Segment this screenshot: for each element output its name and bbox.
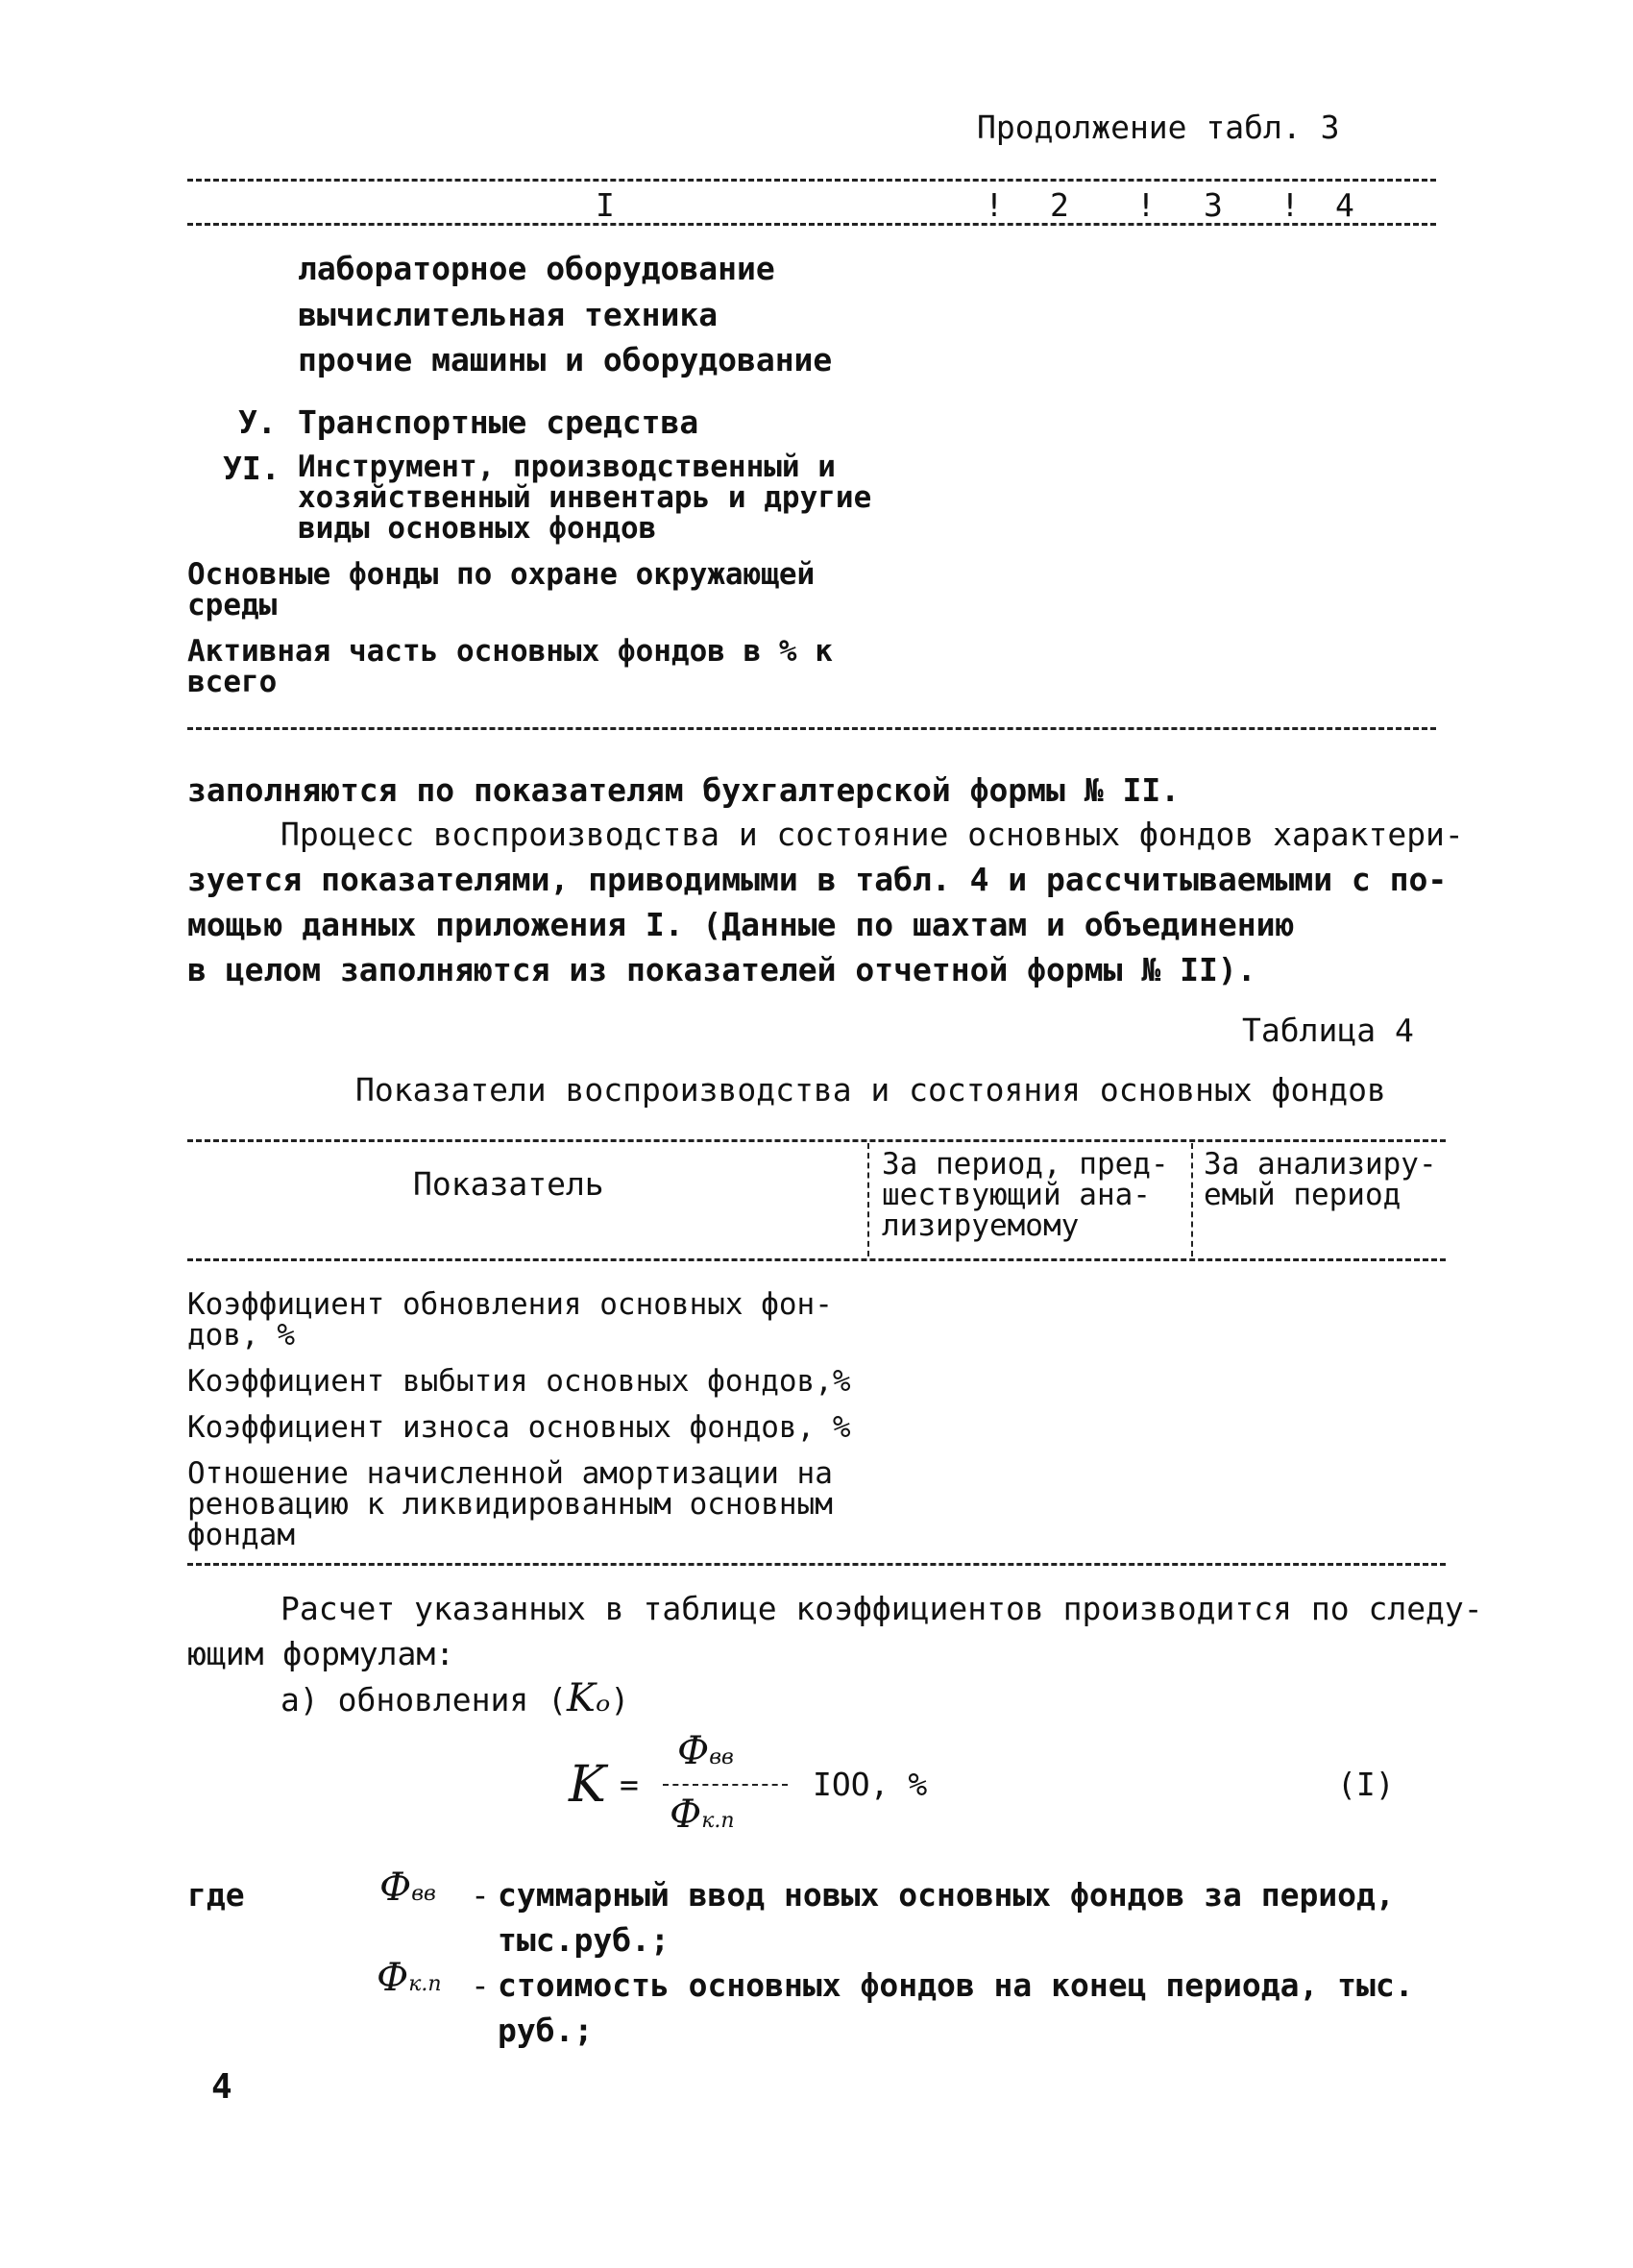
table3-col4-header: 4 bbox=[1335, 186, 1354, 224]
table3-row-label: Транспортные средства bbox=[298, 403, 699, 441]
table4-title: Показатели воспроизводства и состояния основных фондов bbox=[355, 1071, 1386, 1109]
k-symbol: Kₒ bbox=[567, 1676, 611, 1720]
formula-number: (I) bbox=[1337, 1766, 1395, 1803]
table3-col3-header: 3 bbox=[1204, 186, 1223, 224]
table4-bottom-rule bbox=[187, 1563, 1446, 1566]
table4-row-label: Отношение начисленной амортизации на bbox=[187, 1456, 833, 1491]
formula-equals: = bbox=[620, 1766, 639, 1803]
table3-col2-header: 2 bbox=[1050, 186, 1069, 224]
where-symbol: Фк.п bbox=[377, 1956, 442, 2000]
table4-header-current: емый период bbox=[1204, 1178, 1401, 1212]
formula-numerator: Фвв bbox=[677, 1729, 734, 1773]
where-description: тыс.руб.; bbox=[498, 1921, 670, 1959]
table4-header-previous: лизируемому bbox=[882, 1208, 1080, 1243]
table3-row-label: лабораторное оборудование bbox=[298, 250, 775, 287]
table3-row-label: прочие машины и оборудование bbox=[298, 341, 833, 378]
table4-row-label: Коэффициент обновления основных фон- bbox=[187, 1287, 833, 1322]
table3-row-label: Инструмент, производственный и bbox=[298, 450, 836, 484]
table4-header-indicator: Показатель bbox=[413, 1165, 604, 1203]
table3-header-rule bbox=[187, 223, 1436, 226]
paragraph-line: ющим формулам: bbox=[187, 1635, 455, 1672]
formula-intro-end: ) bbox=[610, 1681, 630, 1719]
table3-col-sep: ! bbox=[1136, 186, 1156, 224]
table3-col-sep: ! bbox=[1280, 186, 1300, 224]
table4-row-label: дов, % bbox=[187, 1318, 295, 1353]
page-number: 4 bbox=[211, 2067, 232, 2107]
where-dash: - bbox=[471, 1966, 490, 2004]
table4-header-current: За анализиру- bbox=[1204, 1147, 1437, 1182]
table3-row-number: У. bbox=[238, 403, 277, 441]
table3-row-label: вычислительная техника bbox=[298, 296, 719, 333]
where-label: где bbox=[187, 1876, 245, 1914]
where-description: стоимость основных фондов на конец периода, тыс. bbox=[498, 1966, 1414, 2004]
where-description: суммарный ввод новых основных фондов за период, bbox=[498, 1876, 1395, 1914]
table4-col-divider bbox=[867, 1143, 869, 1256]
table4-header-previous: шествующий ана- bbox=[882, 1178, 1151, 1212]
table4-row-label: Коэффициент выбытия основных фондов,% bbox=[187, 1364, 851, 1399]
formula-denominator: Фк.п bbox=[670, 1792, 735, 1837]
table3-top-rule bbox=[187, 179, 1436, 182]
paragraph-line: Расчет указанных в таблице коэффициентов производится по следу- bbox=[280, 1590, 1483, 1627]
table3-col-sep: ! bbox=[985, 186, 1004, 224]
paragraph-line: зуется показателями, приводимыми в табл. 4 и рассчитываемыми с по- bbox=[187, 861, 1448, 898]
table3-bottom-rule bbox=[187, 727, 1436, 730]
formula-fraction-bar bbox=[663, 1784, 788, 1786]
table4-header-rule bbox=[187, 1258, 1446, 1261]
formula-intro: а) обновления ( bbox=[280, 1681, 568, 1719]
table4-label: Таблица 4 bbox=[1242, 1012, 1414, 1049]
table3-row-label: Основные фонды по охране окружающей bbox=[187, 557, 816, 592]
paragraph-line: Процесс воспроизводства и состояние основных фондов характери- bbox=[280, 816, 1464, 853]
table3-row-label: хозяйственный инвентарь и другие bbox=[298, 480, 872, 515]
table3-row-label: виды основных фондов bbox=[298, 511, 657, 546]
table3-row-label: всего bbox=[187, 665, 278, 699]
paragraph-line: заполняются по показателям бухгалтерской формы № II. bbox=[187, 771, 1181, 809]
table4-row-label: Коэффициент износа основных фондов, % bbox=[187, 1410, 851, 1445]
table4-header-previous: За период, пред- bbox=[882, 1147, 1169, 1182]
table3-col1-header: I bbox=[596, 186, 615, 224]
where-description: руб.; bbox=[498, 2012, 594, 2049]
table4-row-label: фондам bbox=[187, 1518, 295, 1552]
where-dash: - bbox=[471, 1876, 490, 1914]
paragraph-line: мощью данных приложения I. (Данные по шахтам и объединению bbox=[187, 906, 1295, 943]
continuation-label: Продолжение табл. 3 bbox=[977, 109, 1340, 146]
formula-multiplier: IOO, % bbox=[813, 1766, 928, 1803]
paragraph-line: в целом заполняются из показателей отчетной формы № II). bbox=[187, 951, 1256, 988]
table4-row-label: реновацию к ликвидированным основным bbox=[187, 1487, 833, 1522]
table3-row-label: Активная часть основных фондов в % к bbox=[187, 634, 833, 669]
formula-lhs: K bbox=[569, 1756, 606, 1814]
where-symbol: Фвв bbox=[379, 1866, 436, 1910]
paragraph-line bbox=[280, 1676, 630, 1720]
table3-row-number: УI. bbox=[223, 450, 280, 487]
table4-top-rule bbox=[187, 1139, 1446, 1142]
table3-row-label: среды bbox=[187, 588, 278, 622]
table4-col-divider bbox=[1191, 1143, 1193, 1256]
